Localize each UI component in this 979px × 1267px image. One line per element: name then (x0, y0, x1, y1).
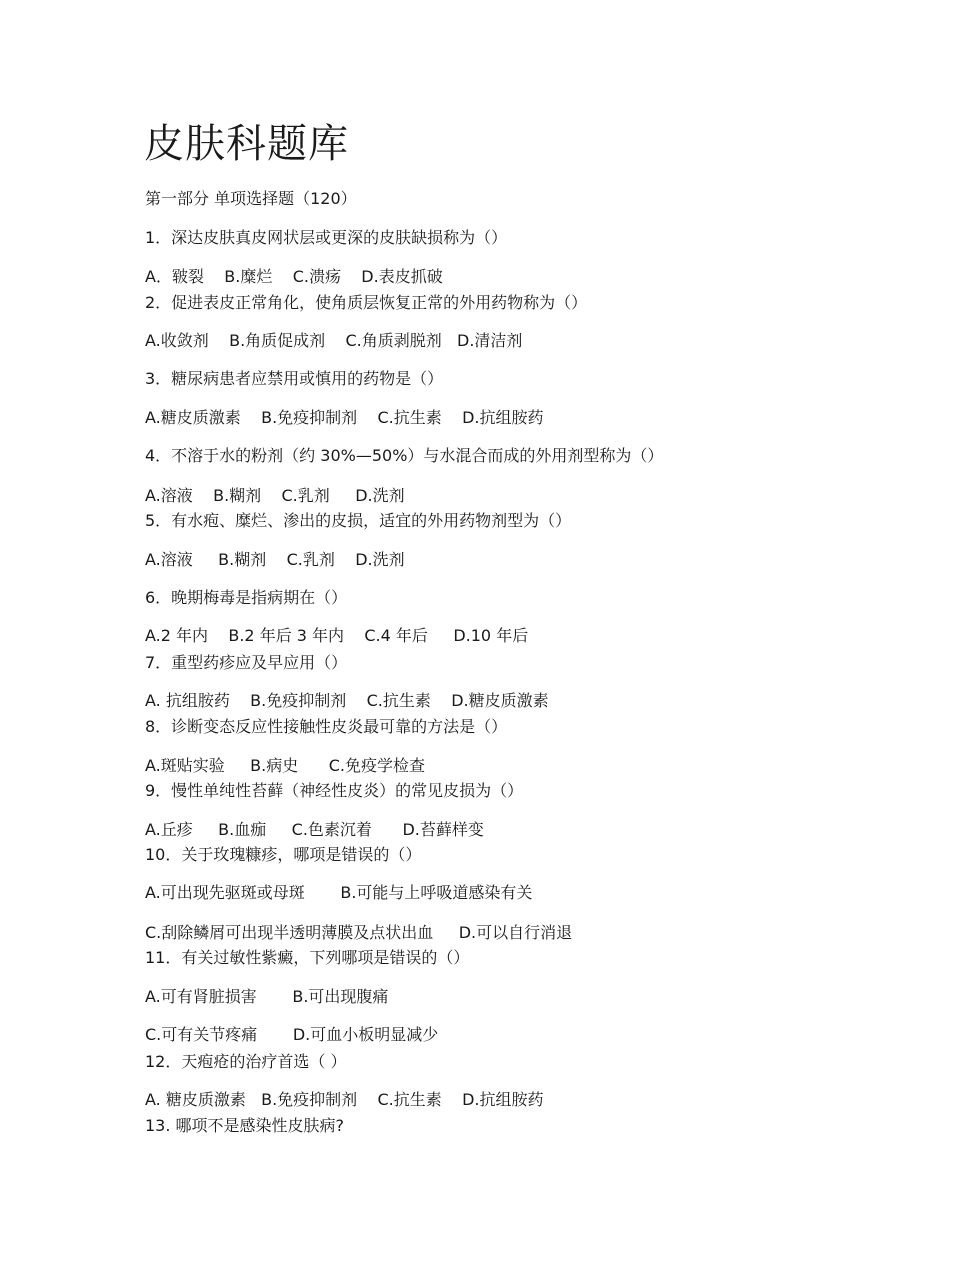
question-6: 6．晚期梅毒是指病期在（） (145, 588, 348, 607)
options-7: A. 抗组胺药 B.免疫抑制剂 C.抗生素 D.糖皮质激素 (145, 691, 549, 710)
options-11b: C.可有关节疼痛 D.可血小板明显减少 (145, 1025, 439, 1044)
question-9: 9．慢性单纯性苔藓（神经性皮炎）的常见皮损为（） (145, 781, 524, 800)
question-2: 2．促进表皮正常角化，使角质层恢复正常的外用药物称为（） (145, 293, 588, 312)
question-3: 3．糖尿病患者应禁用或慎用的药物是（） (145, 369, 444, 388)
options-4: A.溶液 B.糊剂 C.乳剂 D.洗剂 (145, 486, 405, 505)
question-12: 12．天疱疮的治疗首选（ ） (145, 1052, 347, 1071)
section-heading: 第一部分 单项选择题（120） (145, 189, 357, 208)
question-5: 5．有水疱、糜烂、渗出的皮损，适宜的外用药物剂型为（） (145, 511, 572, 530)
options-5: A.溶液 B.糊剂 C.乳剂 D.洗剂 (145, 550, 405, 569)
question-7: 7．重型药疹应及早应用（） (145, 653, 348, 672)
question-4: 4．不溶于水的粉剂（约 30%—50%）与水混合而成的外用剂型称为（） (145, 446, 664, 465)
options-2: A.收敛剂 B.角质促成剂 C.角质剥脱剂 D.清洁剂 (145, 331, 523, 350)
page-title: 皮肤科题库 (144, 121, 349, 167)
options-8: A.斑贴实验 B.病史 C.免疫学检查 (145, 756, 426, 775)
options-6: A.2 年内 B.2 年后 3 年内 C.4 年后 D.10 年后 (145, 626, 529, 645)
options-10a: A.可出现先驱斑或母斑 B.可能与上呼吸道感染有关 (145, 883, 533, 902)
options-10b: C.刮除鳞屑可出现半透明薄膜及点状出血 D.可以自行消退 (145, 923, 573, 942)
options-1: A．皲裂 B.糜烂 C.溃疡 D.表皮抓破 (145, 267, 443, 286)
options-9: A.丘疹 B.血痂 C.色素沉着 D.苔藓样变 (145, 820, 484, 839)
question-13: 13. 哪项不是感染性皮肤病? (145, 1116, 345, 1135)
options-11a: A.可有肾脏损害 B.可出现腹痛 (145, 987, 389, 1006)
options-3: A.糖皮质激素 B.免疫抑制剂 C.抗生素 D.抗组胺药 (145, 408, 544, 427)
question-8: 8．诊断变态反应性接触性皮炎最可靠的方法是（） (145, 717, 508, 736)
question-10: 10．关于玫瑰糠疹，哪项是错误的（） (145, 845, 422, 864)
question-1: 1．深达皮肤真皮网状层或更深的皮肤缺损称为（） (145, 228, 508, 247)
question-11: 11．有关过敏性紫癜，下列哪项是错误的（） (145, 948, 470, 967)
options-12: A. 糖皮质激素 B.免疫抑制剂 C.抗生素 D.抗组胺药 (145, 1090, 544, 1109)
